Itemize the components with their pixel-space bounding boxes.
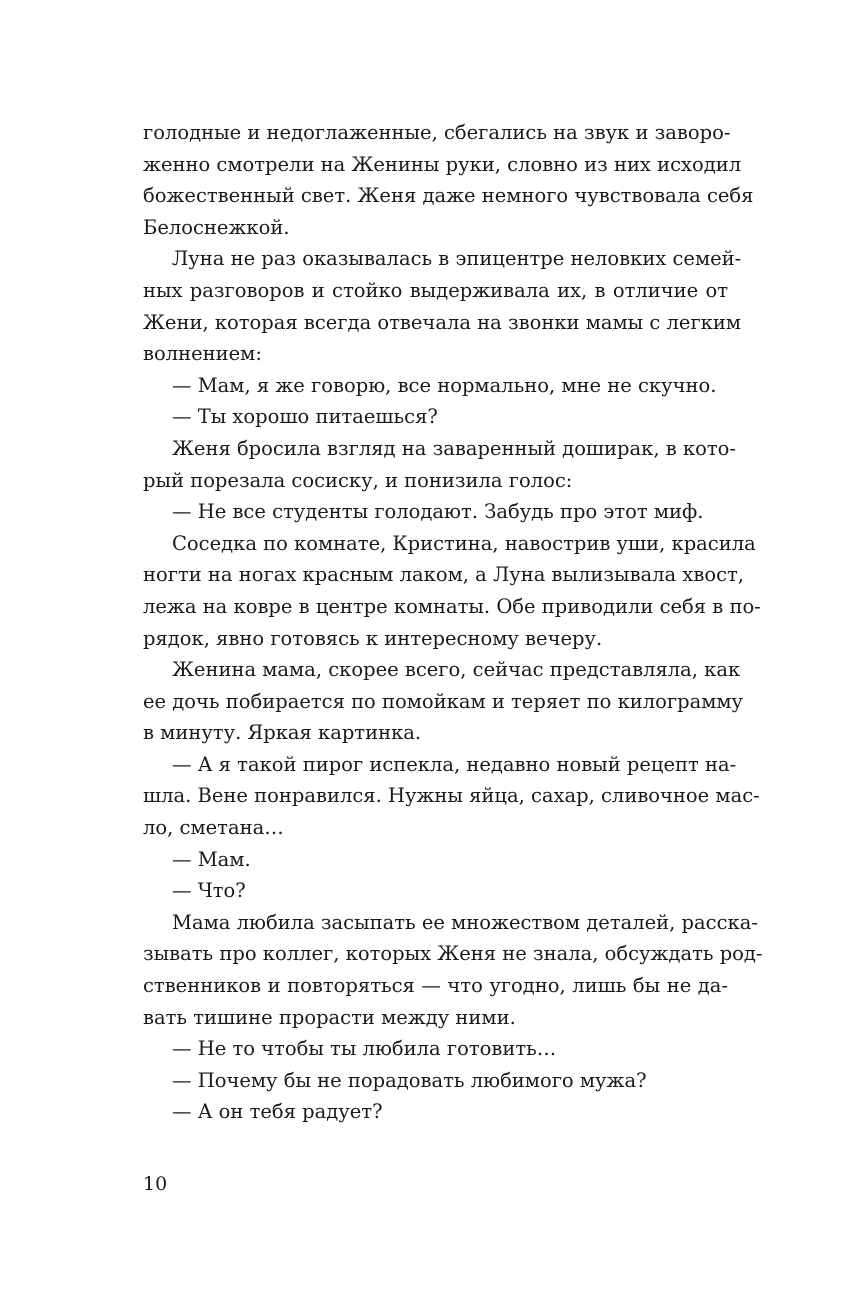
text-line: Жени, которая всегда отвечала на звонки мамы с легким	[143, 310, 742, 334]
text-line: голодные и недоглаженные, сбегались на звук и заворо-	[143, 121, 731, 144]
text-line: ственников и повторяться — что угодно, лишь бы не да-	[143, 974, 728, 998]
text-line: Женина мама, скорее всего, сейчас представляла, как	[172, 658, 741, 682]
text-line: лежа на ковре в центре комнаты. Обе приводили себя в по-	[143, 594, 761, 618]
text-line: рый порезала сосиску, и понизила голос:	[143, 468, 573, 492]
dialogue-line: шла. Вене понравился. Нужны яйца, сахар, сливочное мас-	[143, 784, 760, 808]
body-text	[143, 117, 763, 1128]
dialogue-line: — А он тебя радует?	[172, 1100, 383, 1124]
dialogue-line: — Не все студенты голодают. Забудь про этот миф.	[172, 500, 704, 524]
dialogue-line: — Почему бы не порадовать любимого мужа?	[172, 1068, 647, 1092]
text-line: Женя бросила взгляд на заваренный доширак, в кото-	[172, 436, 736, 460]
dialogue-line: — Мам.	[172, 847, 251, 871]
text-line: зывать про коллег, которых Женя не знала, обсуждать род-	[143, 942, 763, 966]
text-line: волнением:	[143, 342, 262, 366]
page-number: 10	[143, 1173, 168, 1195]
dialogue-line: ло, сметана…	[143, 816, 284, 840]
text-line: Мама любила засыпать ее множеством деталей, расска-	[172, 910, 758, 934]
dialogue-line: — А я такой пирог испекла, недавно новый рецепт на-	[172, 752, 737, 776]
text-line: рядок, явно готовясь к интересному вечеру.	[143, 626, 603, 650]
text-line: в минуту. Яркая картинка.	[143, 721, 422, 745]
text-line: Соседка по комнате, Кристина, навострив уши, красила	[172, 531, 756, 555]
text-line: Луна не раз оказывалась в эпицентре неловких семей-	[172, 247, 742, 271]
dialogue-line: — Не то чтобы ты любила готовить…	[172, 1037, 557, 1061]
dialogue-line: — Мам, я же говорю, все нормально, мне не скучно.	[172, 373, 717, 397]
text-line: ных разговоров и стойко выдерживала их, в отличие от	[143, 278, 728, 302]
text-line: ногти на ногах красным лаком, а Луна вылизывала хвост,	[143, 563, 745, 587]
dialogue-line: — Что?	[172, 879, 246, 903]
text-line: ее дочь побирается по помойкам и теряет по килограмму	[143, 689, 744, 713]
dialogue-line: — Ты хорошо питаешься?	[172, 405, 438, 429]
text-line: Белоснежкой.	[143, 215, 290, 239]
text-line: женно смотрели на Женины руки, словно из них исходил	[143, 152, 742, 176]
text-line: божественный свет. Женя даже немного чувствовала себя	[143, 184, 754, 208]
text-line: вать тишине прорасти между ними.	[143, 1005, 516, 1029]
